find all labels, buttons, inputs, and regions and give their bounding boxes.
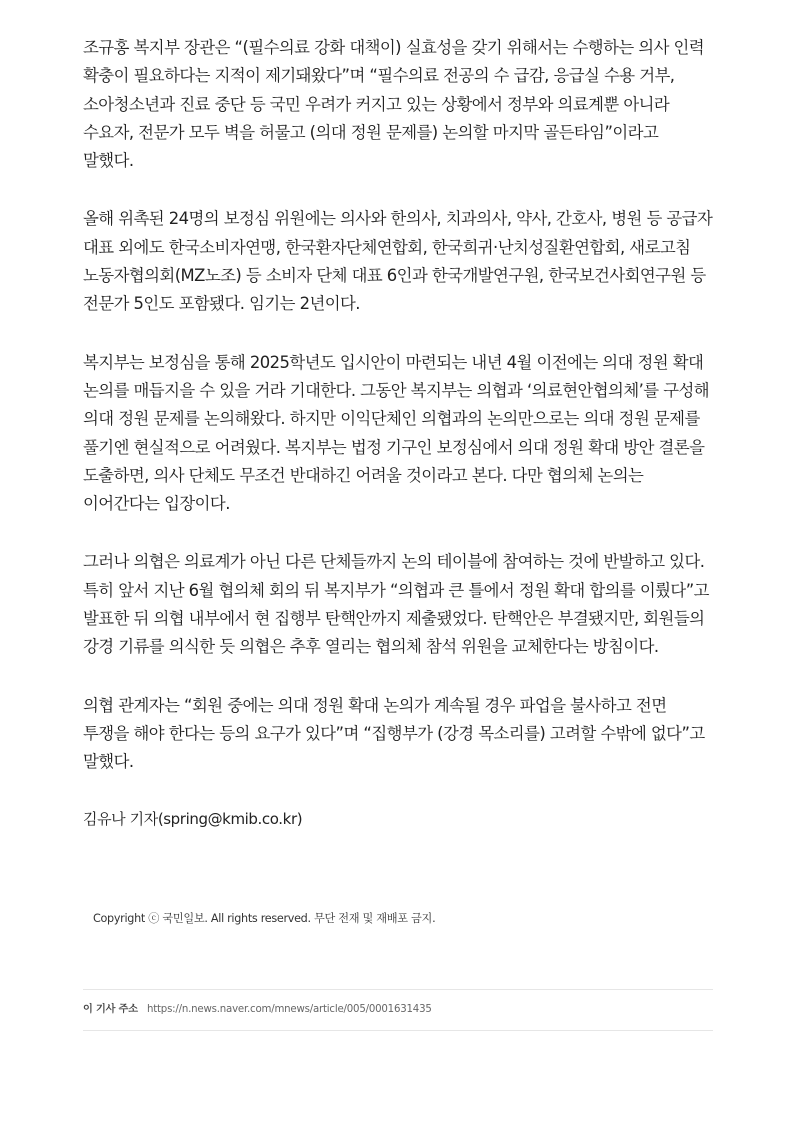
article-paragraph: 복지부는 보정심을 통해 2025학년도 입시안이 마련되는 내년 4월 이전에는 의대 정원 확대 논의를 매듭지을 수 있을 거라 기대한다. 그동안 복지부는 의협과 ‘의료현안협의체’를 구성해 의대 정원 문제를 논의해왔다. 하지만 이익단체인 의협과의 논의만으로는 의대 정원 문제를 풀기엔 현실적으로 어려웠다. 복지부는 법정 기구인 보정심에서 의대 정원 확대 방안 결론을 도출하면, 의사 단체도 무조건 반대하긴 어려울 것이라고 본다. 다만 협의체 논의는 이어간다는 입장이다. [83,352,710,514]
article-paragraph: 그러나 의협은 의료계가 아닌 다른 단체들까지 논의 테이블에 참여하는 것에 반발하고 있다. 특히 앞서 지난 6월 협의체 회의 뒤 복지부가 “의협과 큰 틀에서 정원 확대 합의를 이뤘다”고 발표한 뒤 의협 내부에서 현 집행부 탄핵안까지 제출됐었다. 탄핵안은 부결됐지만, 회원들의 강경 기류를 의식한 듯 의협은 추후 열리는 협의체 참석 위원을 교체한다는 방침이다. [83,552,709,657]
article-url-label: 이 기사 주소 [83,1004,138,1015]
article-paragraph: 의협 관계자는 “회원 중에는 의대 정원 확대 논의가 계속될 경우 파업을 불사하고 전면 투쟁을 해야 한다는 등의 요구가 있다”며 “집행부가 (강경 목소리를) 고려할 수밖에 없다”고 말했다. [83,695,705,772]
article-paragraph: 조규홍 복지부 장관은 “(필수의료 강화 대책이) 실효성을 갖기 위해서는 수행하는 의사 인력 확충이 필요하다는 지적이 제기돼왔다”며 “필수의료 전공의 수 급감, 응급실 수용 거부, 소아청소년과 진료 중단 등 국민 우려가 커지고 있는 상황에서 정부와 의료계뿐 아니라 수요자, 전문가 모두 벽을 허물고 (의대 정원 문제를) 논의할 마지막 골든타임”이라고 말했다. [83,38,705,171]
article-url-link[interactable]: https://n.news.naver.com/mnews/article/005/0001631435 [146,1004,432,1015]
article-url-row [83,1002,432,1018]
byline: 김유나 기자(spring@kmib.co.kr) [83,809,303,828]
article-body [83,34,713,831]
divider [83,1030,713,1031]
divider [83,989,713,990]
article-paragraph: 올해 위촉된 24명의 보정심 위원에는 의사와 한의사, 치과의사, 약사, 간호사, 병원 등 공급자 대표 외에도 한국소비자연맹, 한국환자단체연합회, 한국희귀·난치성질환연합회, 새로고침 노동자협의회(MZ노조) 등 소비자 단체 대표 6인과 한국개발연구원, 한국보건사회연구원 등 전문가 5인도 포함됐다. 임기는 2년이다. [83,209,713,314]
copyright-notice: Copyright ⓒ 국민일보. All rights reserved. 무단 전재 및 재배포 금지. [93,912,436,925]
